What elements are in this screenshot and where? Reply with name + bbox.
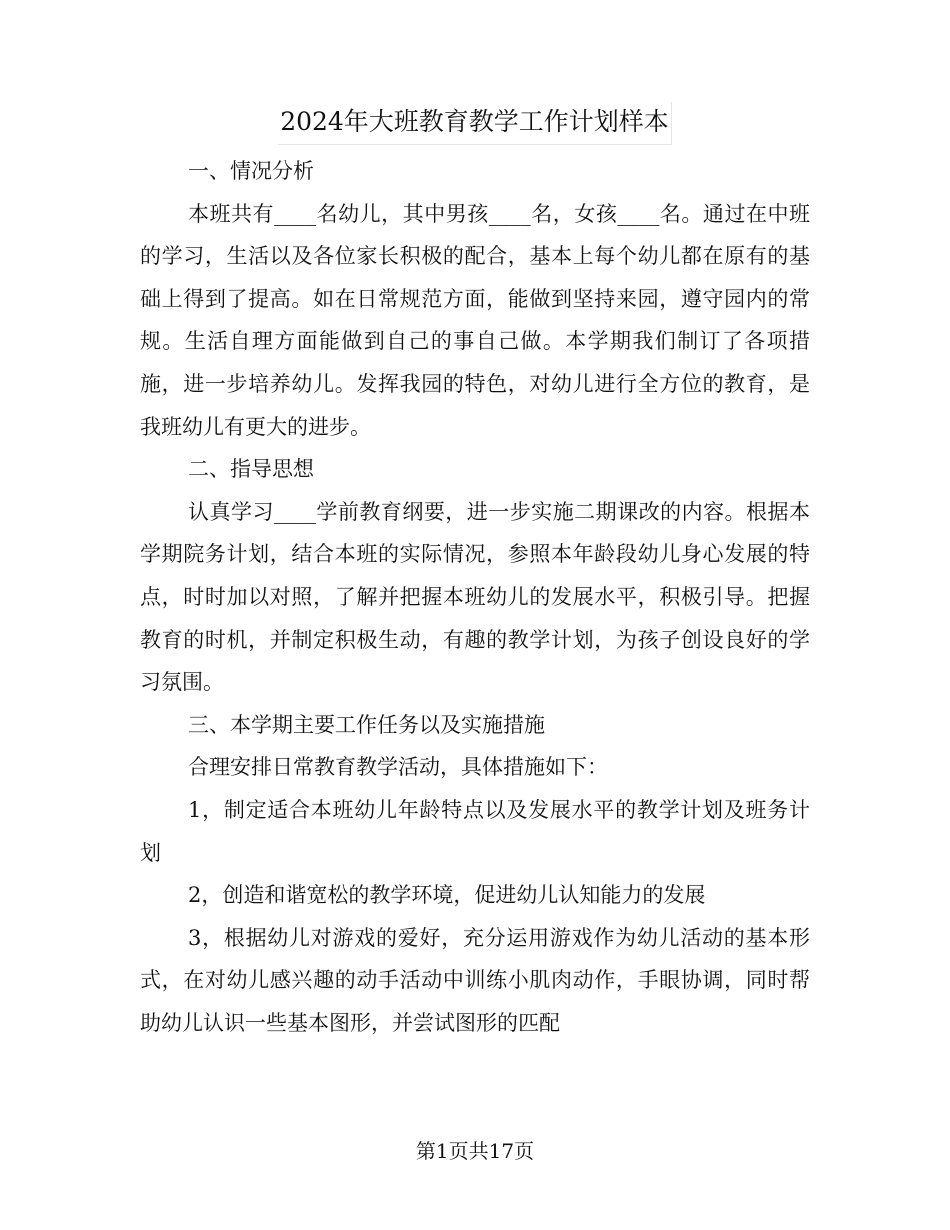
section-3-intro: 合理安排日常教育教学活动，具体措施如下： xyxy=(188,755,608,780)
list-item-2: 2，创造和谐宽松的教学环境，促进幼儿认知能力的发展 xyxy=(188,883,706,908)
page-number-footer: 第1页共17页 xyxy=(415,1139,535,1163)
section-2-heading: 二、指导思想 xyxy=(188,457,314,482)
section-3-heading: 三、本学期主要工作任务以及实施措施 xyxy=(188,712,545,737)
section-1-heading: 一、情况分析 xyxy=(188,159,314,183)
document-body xyxy=(140,150,810,1044)
document-title xyxy=(0,102,950,145)
document-title-text: 2024年大班教育教学工作计划样本 xyxy=(278,102,672,145)
list-item-3: 3，根据幼儿对游戏的爱好，充分运用游戏作为幼儿活动的基本形式，在对幼儿感兴趣的动手活动中训练小肌肉动作，手眼协调，同时帮助幼儿认识一些基本图形，并尝试图形的匹配 xyxy=(140,925,810,1035)
list-item-1: 1，制定适合本班幼儿年龄特点以及发展水平的教学计划及班务计划 xyxy=(140,797,810,865)
section-1-paragraph: 本班共有____名幼儿，其中男孩____名，女孩____名。通过在中班的学习，生活以及各位家长积极的配合，基本上每个幼儿都在原有的基础上得到了提高。如在日常规范方面，能做到坚持来园，遵守园内的常规。生活自理方面能做到自己的事自己做。本学期我们制订了各项措施，进一步培养幼儿。发挥我园的特色，对幼儿进行全方位的教育，是我班幼儿有更大的进步。 xyxy=(140,201,810,439)
section-2-paragraph: 认真学习____学前教育纲要，进一步实施二期课改的内容。根据本学期院务计划，结合本班的实际情况，参照本年龄段幼儿身心发展的特点，时时加以对照，了解并把握本班幼儿的发展水平，积极引导。把握教育的时机，并制定积极生动，有趣的教学计划，为孩子创设良好的学习氛围。 xyxy=(140,499,810,695)
